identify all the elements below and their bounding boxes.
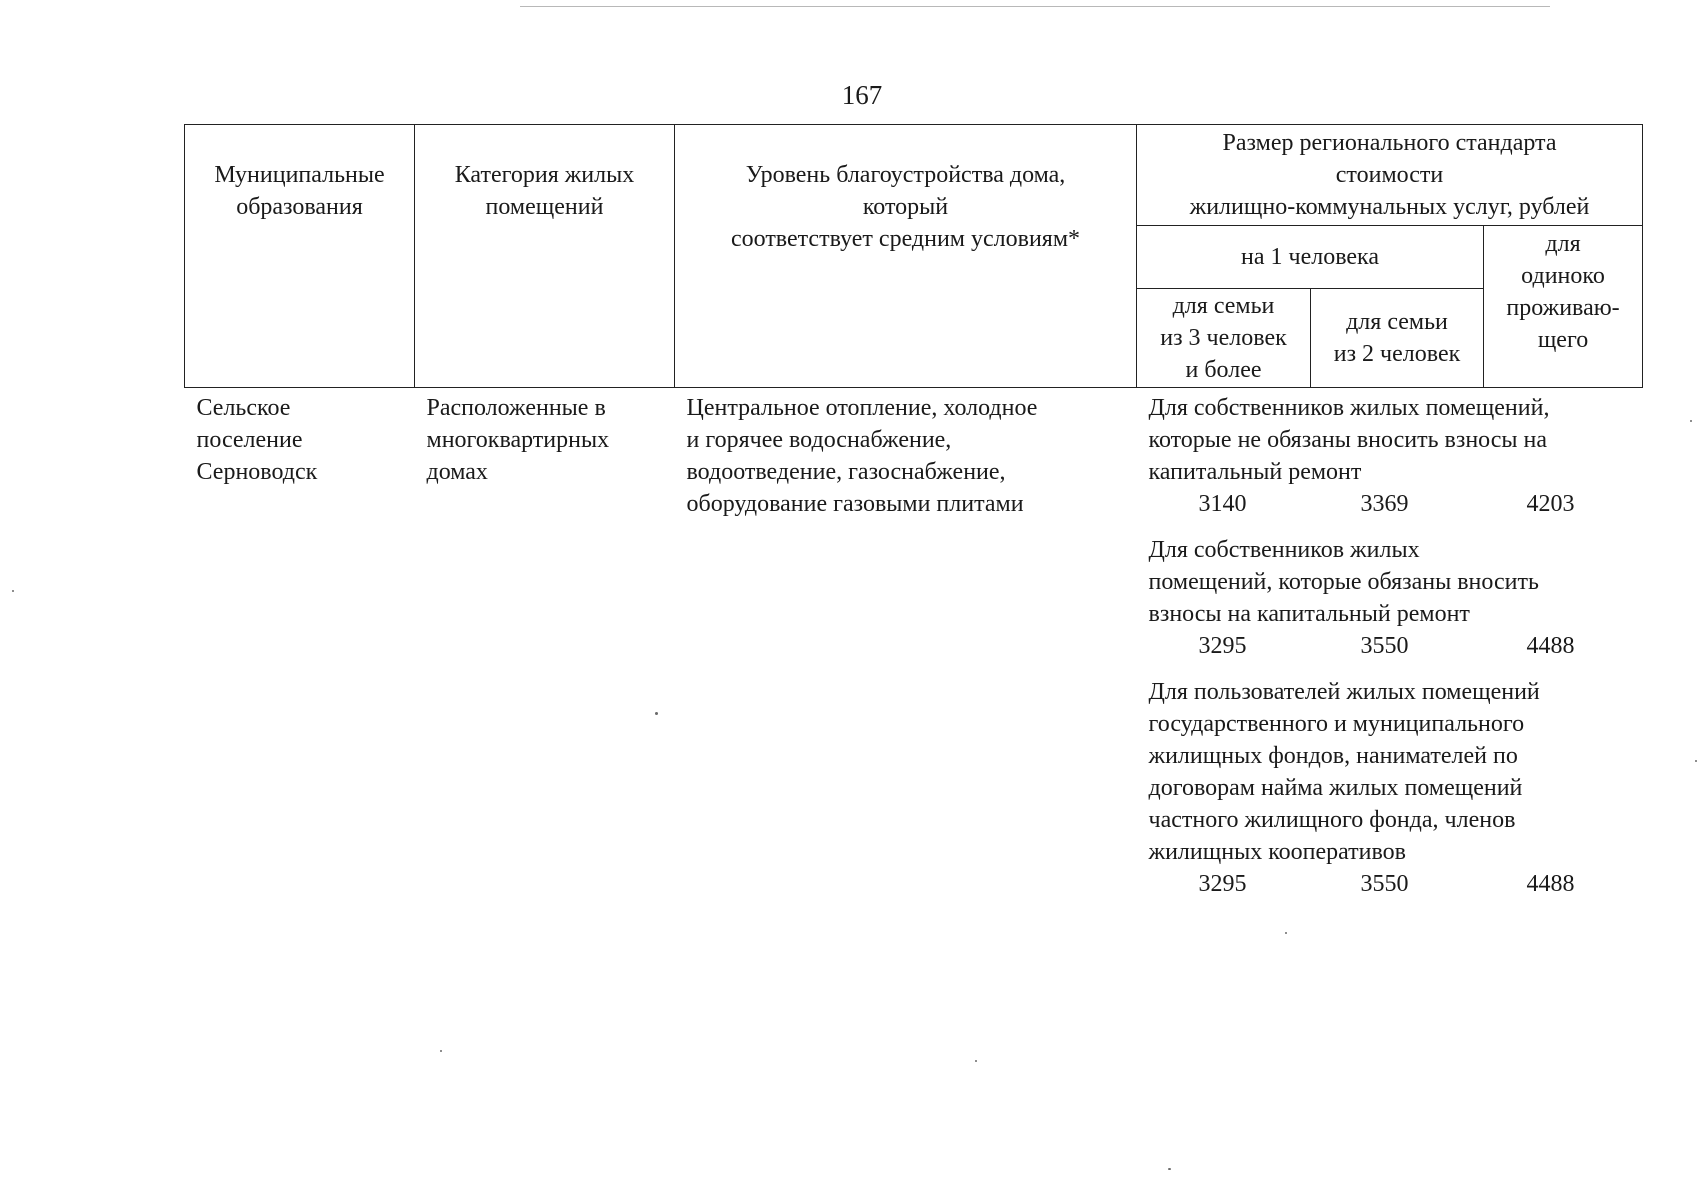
scan-speck xyxy=(655,712,658,715)
header-municipalities: Муниципальные образования xyxy=(185,125,415,388)
scan-edge-line xyxy=(520,6,1550,7)
regional-standard-table xyxy=(184,124,1643,900)
header-regional-standard: Размер регионального стандарта стоимости жилищно-коммунальных услуг, рублей xyxy=(1137,125,1643,226)
value-family-2: 3550 xyxy=(1360,633,1409,659)
value-family-2: 3369 xyxy=(1360,491,1409,517)
header-per-person: на 1 человека xyxy=(1137,226,1484,289)
header-family-2: для семьи из 2 человек xyxy=(1311,289,1484,388)
condition-text: Для пользователей жилых помещений государственного и муниципального жилищных фондов, нанимателей по договорам найма жилых помещений частного жилищного фонда, членов жилищных кооперативов xyxy=(1148,679,1540,865)
condition-values xyxy=(1149,488,1643,520)
condition-values xyxy=(1149,868,1643,900)
scan-speck xyxy=(975,1060,977,1062)
header-category: Категория жилых помещений xyxy=(415,125,675,388)
condition-text: Для собственников жилых помещений, которые обязаны вносить взносы на капитальный ремонт xyxy=(1148,537,1539,627)
header-improvement-level: Уровень благоустройства дома, который соответствует средним условиям* xyxy=(675,125,1137,388)
header-single-resident: для одиноко проживаю- щего xyxy=(1484,226,1643,388)
value-single: 4488 xyxy=(1526,633,1575,659)
scan-speck xyxy=(1285,932,1287,934)
value-family-2: 3550 xyxy=(1360,871,1409,897)
scan-speck xyxy=(1695,760,1697,762)
condition-block xyxy=(1137,534,1643,662)
condition-block xyxy=(1137,676,1643,900)
scan-speck xyxy=(12,590,14,592)
cell-category: Расположенные в многоквартирных домах xyxy=(426,395,610,485)
condition-values xyxy=(1149,630,1643,662)
scan-speck xyxy=(1690,420,1692,422)
condition-block xyxy=(1137,392,1643,520)
scan-speck xyxy=(440,1050,442,1052)
condition-text: Для собственников жилых помещений, которые не обязаны вносить взносы на капитальный ремонт xyxy=(1148,395,1550,485)
value-single: 4488 xyxy=(1526,871,1575,897)
cell-municipality: Сельское поселение Серноводск xyxy=(196,395,318,485)
value-single: 4203 xyxy=(1526,491,1575,517)
cell-conditions xyxy=(1137,388,1643,901)
cell-improvement-level: Центральное отопление, холодное и горячее водоснабжение, водоотведение, газоснабжение, оборудование газовыми плитами xyxy=(686,395,1038,517)
scan-speck xyxy=(1168,1168,1171,1170)
value-family-3: 3140 xyxy=(1198,491,1247,517)
page-number: 167 xyxy=(841,80,883,110)
value-family-3: 3295 xyxy=(1198,633,1247,659)
table-row xyxy=(185,388,1643,901)
value-family-3: 3295 xyxy=(1198,871,1247,897)
header-family-3: для семьи из 3 человек и более xyxy=(1137,289,1311,388)
